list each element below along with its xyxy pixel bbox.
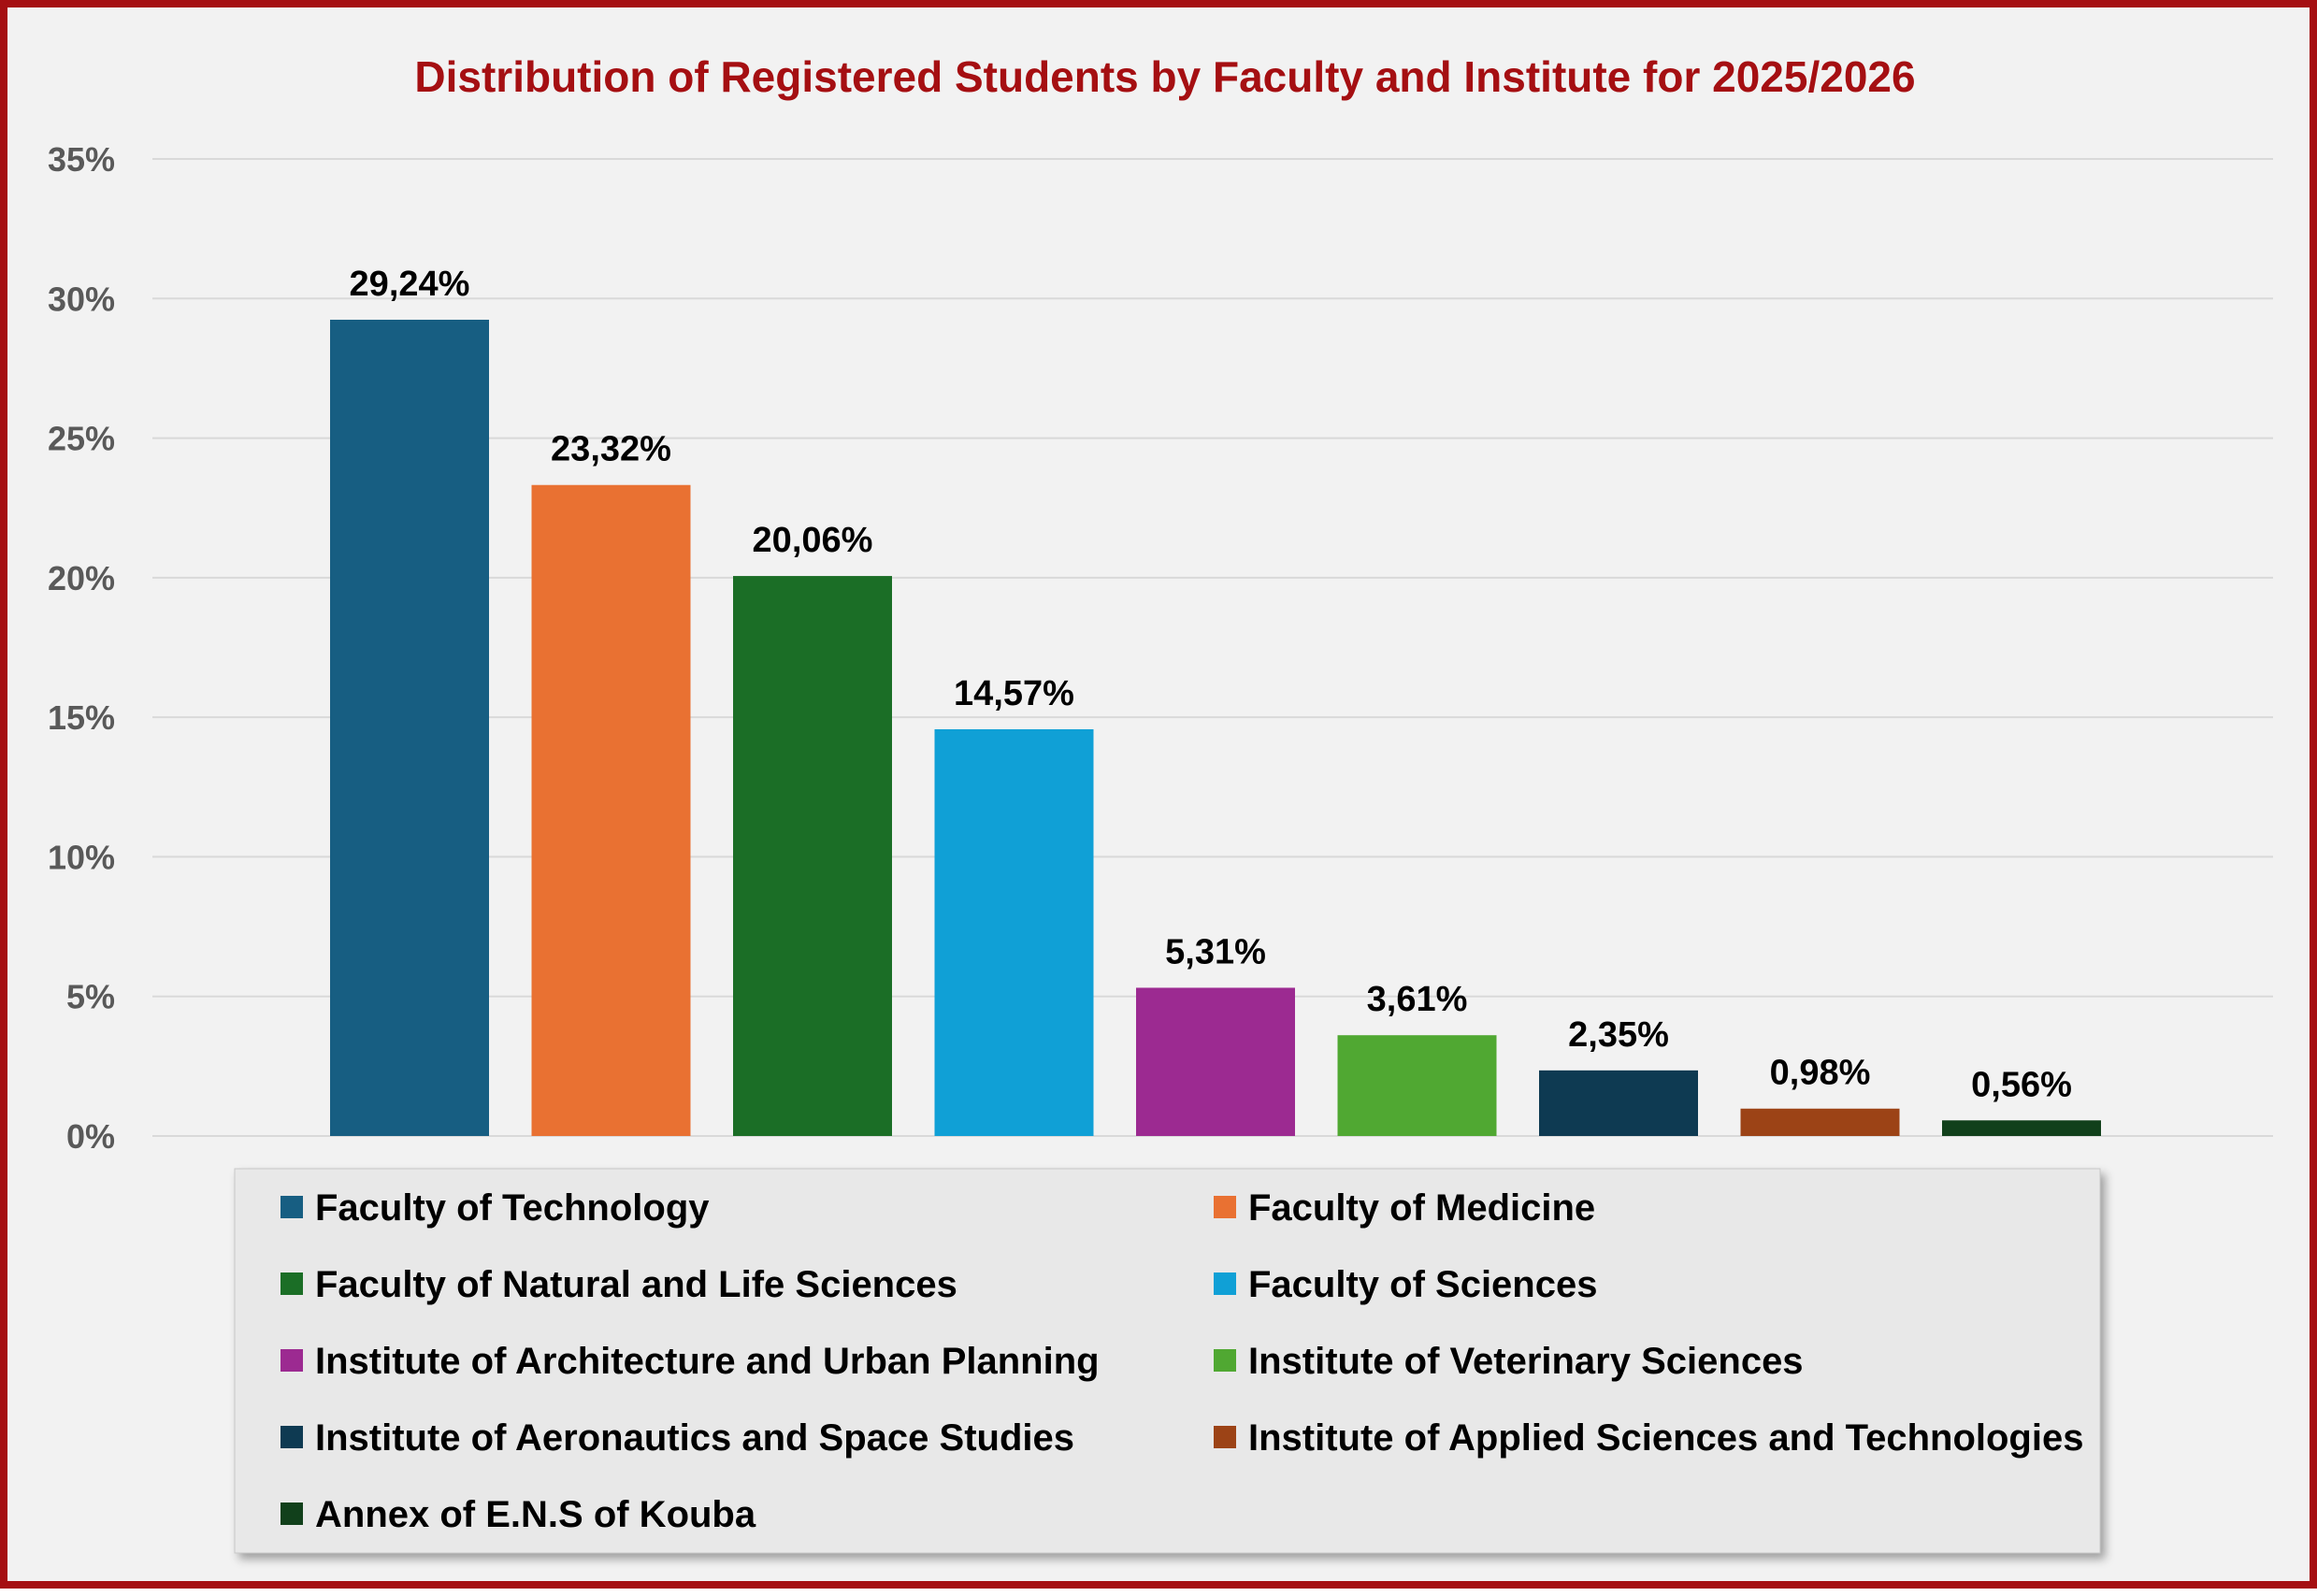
y-tick-label: 25% <box>47 419 115 458</box>
legend-swatch <box>281 1196 303 1218</box>
legend-swatch <box>281 1349 303 1372</box>
bar-faculty-of-natural-and-life-sciences <box>733 576 892 1136</box>
legend-label: Annex of E.N.S of Kouba <box>315 1494 756 1535</box>
legend-swatch <box>1214 1272 1236 1295</box>
bar-institute-of-architecture-and-urban-planning <box>1136 987 1295 1136</box>
legend-swatch <box>281 1272 303 1295</box>
legend-label: Institute of Architecture and Urban Planning <box>315 1341 1100 1382</box>
legend-swatch <box>1214 1196 1236 1218</box>
legend-label: Institute of Aeronautics and Space Studies <box>315 1417 1074 1459</box>
y-tick-label: 10% <box>47 838 115 877</box>
y-tick-label: 15% <box>47 698 115 738</box>
legend-swatch <box>1214 1426 1236 1448</box>
legend-label: Institute of Applied Sciences and Technologies <box>1248 1417 2084 1459</box>
y-tick-label: 0% <box>65 1117 115 1156</box>
y-axis-tick-labels <box>48 140 115 1156</box>
legend-label: Institute of Veterinary Sciences <box>1248 1341 1804 1382</box>
legend-label: Faculty of Natural and Life Sciences <box>315 1264 957 1305</box>
legend-swatch <box>1214 1349 1236 1372</box>
legend-label: Faculty of Medicine <box>1248 1187 1596 1229</box>
data-label: 29,24% <box>349 264 470 304</box>
data-label: 20,06% <box>752 521 873 561</box>
bar-chart <box>7 7 2317 1596</box>
chart-title: Distribution of Registered Students by Faculty and Institute for 2025/2026 <box>414 52 1916 101</box>
data-label: 0,98% <box>1769 1053 1871 1093</box>
bar-faculty-of-technology <box>330 320 489 1136</box>
bar-annex-of-e-n-s-of-kouba <box>1942 1120 2101 1136</box>
y-tick-label: 20% <box>47 558 115 597</box>
data-label: 23,32% <box>551 429 671 469</box>
data-label: 5,31% <box>1165 932 1266 972</box>
legend <box>235 1169 2100 1553</box>
data-label: 2,35% <box>1568 1014 1669 1055</box>
data-label: 3,61% <box>1366 980 1468 1020</box>
bar-institute-of-aeronautics-and-space-studies <box>1539 1071 1698 1136</box>
data-label: 0,56% <box>1971 1065 2072 1105</box>
bar-institute-of-applied-sciences-and-technologies <box>1741 1109 1900 1136</box>
legend-label: Faculty of Sciences <box>1248 1264 1598 1305</box>
bar-institute-of-veterinary-sciences <box>1338 1035 1497 1136</box>
legend-swatch <box>281 1503 303 1525</box>
legend-label: Faculty of Technology <box>315 1187 710 1229</box>
bar-faculty-of-medicine <box>532 485 691 1136</box>
bar-faculty-of-sciences <box>935 729 1094 1136</box>
y-tick-label: 35% <box>47 140 115 179</box>
y-tick-label: 5% <box>65 977 115 1016</box>
y-tick-label: 30% <box>47 280 115 319</box>
data-label: 14,57% <box>954 673 1074 713</box>
legend-swatch <box>281 1426 303 1448</box>
